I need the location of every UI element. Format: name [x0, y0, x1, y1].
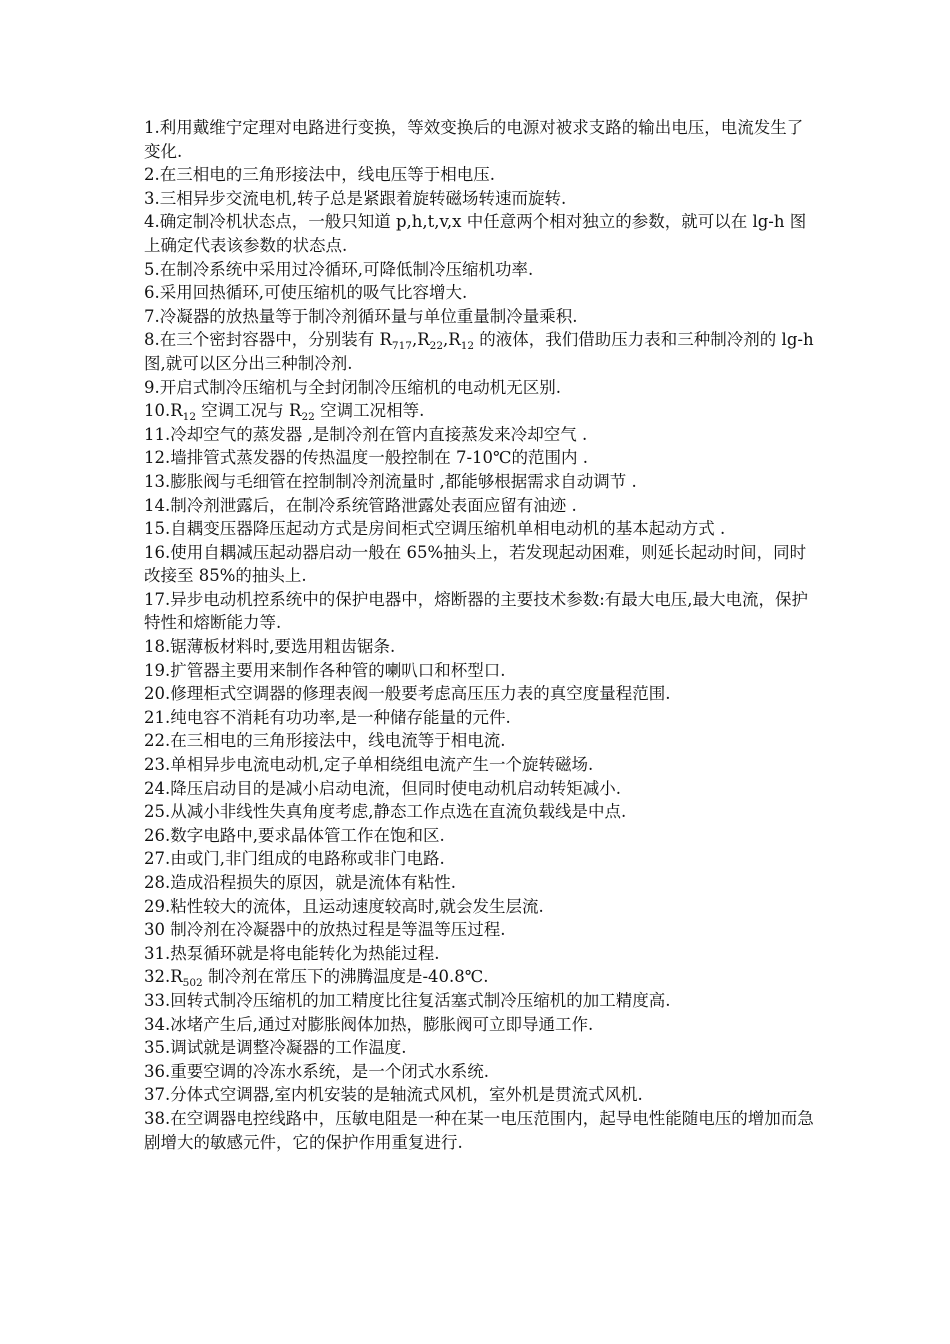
subscript: 22: [301, 411, 315, 424]
text-part: ,R: [443, 330, 461, 350]
text-part: 空调工况与 R: [196, 401, 302, 421]
document-body: [144, 116, 814, 1154]
statement-6: 6.采用回热循环,可使压缩机的吸气比容增大.: [144, 283, 468, 303]
statement-26: 26.数字电路中,要求晶体管工作在饱和区.: [144, 825, 445, 845]
statement-30: 30 制冷剂在冷凝器中的放热过程是等温等压过程.: [144, 920, 506, 940]
statement-11: 11.冷却空气的蒸发器 ,是制冷剂在管内直接蒸发来冷却空气 .: [144, 424, 588, 444]
statement-24: 24.降压启动目的是减小启动电流，但同时使电动机启动转矩减小.: [144, 778, 621, 798]
statement-25: 25.从减小非线性失真角度考虑,静态工作点选在直流负载线是中点.: [144, 802, 627, 822]
statement-37: 37.分体式空调器,室内机安装的是轴流式风机，室外机是贯流式风机.: [144, 1085, 643, 1105]
text-part: 10.R: [144, 401, 183, 421]
statement-19: 19.扩管器主要用来制作各种管的喇叭口和杯型口.: [144, 660, 506, 680]
statement-15: 15.自耦变压器降压起动方式是房间柜式空调压缩机单相电动机的基本起动方式 .: [144, 519, 726, 539]
statement-17: 17.异步电动机控系统中的保护电器中，熔断器的主要技术参数:有最大电压,最大电流，保护特性和熔断能力等.: [144, 589, 809, 633]
statement-12: 12.墙排管式蒸发器的传热温度一般控制在 7-10℃的范围内 .: [144, 448, 589, 468]
statement-31: 31.热泵循环就是将电能转化为热能过程.: [144, 943, 440, 963]
subscript: 502: [182, 977, 203, 990]
statement-21: 21.纯电容不消耗有功功率,是一种储存能量的元件.: [144, 707, 511, 727]
statement-32: [144, 965, 814, 989]
statement-5: 5.在制冷系统中采用过冷循环,可降低制冷压缩机功率.: [144, 259, 534, 279]
statement-10: [144, 399, 814, 423]
text-part: 的液体，我们借助压力表和三种制冷剂的 lg-h 图,就可以区分出三种制冷剂.: [144, 330, 814, 373]
statement-2: 2.在三相电的三角形接法中，线电压等于相电压.: [144, 165, 495, 185]
subscript: 12: [460, 340, 475, 353]
statement-1: 1.利用戴维宁定理对电路进行变换，等效变换后的电源对被求支路的输出电压，电流发生了变化.: [144, 118, 804, 161]
statement-35: 35.调试就是调整冷凝器的工作温度.: [144, 1038, 407, 1058]
text-part: 32.R: [144, 967, 183, 987]
subscript: 12: [182, 411, 197, 424]
statement-14: 14.制冷剂泄露后，在制冷系统管路泄露处表面应留有油迹 .: [144, 495, 577, 515]
statement-20: 20.修理柜式空调器的修理表阀一般要考虑高压压力表的真空度量程范围.: [144, 684, 671, 704]
statement-7: 7.冷凝器的放热量等于制冷剂循环量与单位重量制冷量乘积.: [144, 306, 578, 326]
statement-33: 33.回转式制冷压缩机的加工精度比往复活塞式制冷压缩机的加工精度高.: [144, 990, 671, 1010]
subscript: 22: [429, 340, 444, 353]
statement-27: 27.由或门,非门组成的电路称或非门电路.: [144, 849, 445, 869]
statement-36: 36.重要空调的冷冻水系统，是一个闭式水系统.: [144, 1061, 489, 1081]
text-part: 8.在三个密封容器中，分别装有 R: [144, 330, 392, 350]
statement-18: 18.锯薄板材料时,要选用粗齿锯条.: [144, 637, 396, 657]
statement-23: 23.单相异步电流电动机,定子单相绕组电流产生一个旋转磁场.: [144, 755, 594, 775]
statement-4: 4.确定制冷机状态点，一般只知道 p,h,t,v,x 中任意两个相对独立的参数，就可以在 lg-h 图上确定代表该参数的状态点.: [144, 212, 807, 255]
text-part: 空调工况相等.: [314, 401, 425, 421]
statement-16: 16.使用自耦减压起动器启动一般在 65%抽头上，若发现起动困难，则延长起动时间，同时改接至 85%的抽头上.: [144, 542, 807, 586]
statement-22: 22.在三相电的三角形接法中，线电流等于相电流.: [144, 731, 506, 751]
subscript: 717: [391, 340, 412, 353]
statement-8: [144, 328, 814, 375]
statement-28: 28.造成沿程损失的原因，就是流体有粘性.: [144, 873, 456, 892]
statement-34: 34.冰堵产生后,通过对膨胀阀体加热，膨胀阀可立即导通工作.: [144, 1014, 594, 1034]
statement-38: 38.在空调器电控线路中，压敏电阻是一种在某一电压范围内，起导电性能随电压的增加而急剧增大的敏感元件，它的保护作用重复进行.: [144, 1108, 814, 1152]
text-part: 制冷剂在常压下的沸腾温度是-40.8℃.: [202, 967, 489, 987]
statement-13: 13.膨胀阀与毛细管在控制制冷剂流量时 ,都能够根据需求自动调节 .: [144, 471, 637, 491]
text-part: ,R: [411, 330, 430, 350]
statement-29: 29.粘性较大的流体，且运动速度较高时,就会发生层流.: [144, 896, 544, 916]
statement-9: 9.开启式制冷压缩机与全封闭制冷压缩机的电动机无区别.: [144, 377, 561, 397]
statement-3: 3.三相异步交流电机,转子总是紧跟着旋转磁场转速而旋转.: [144, 188, 567, 208]
